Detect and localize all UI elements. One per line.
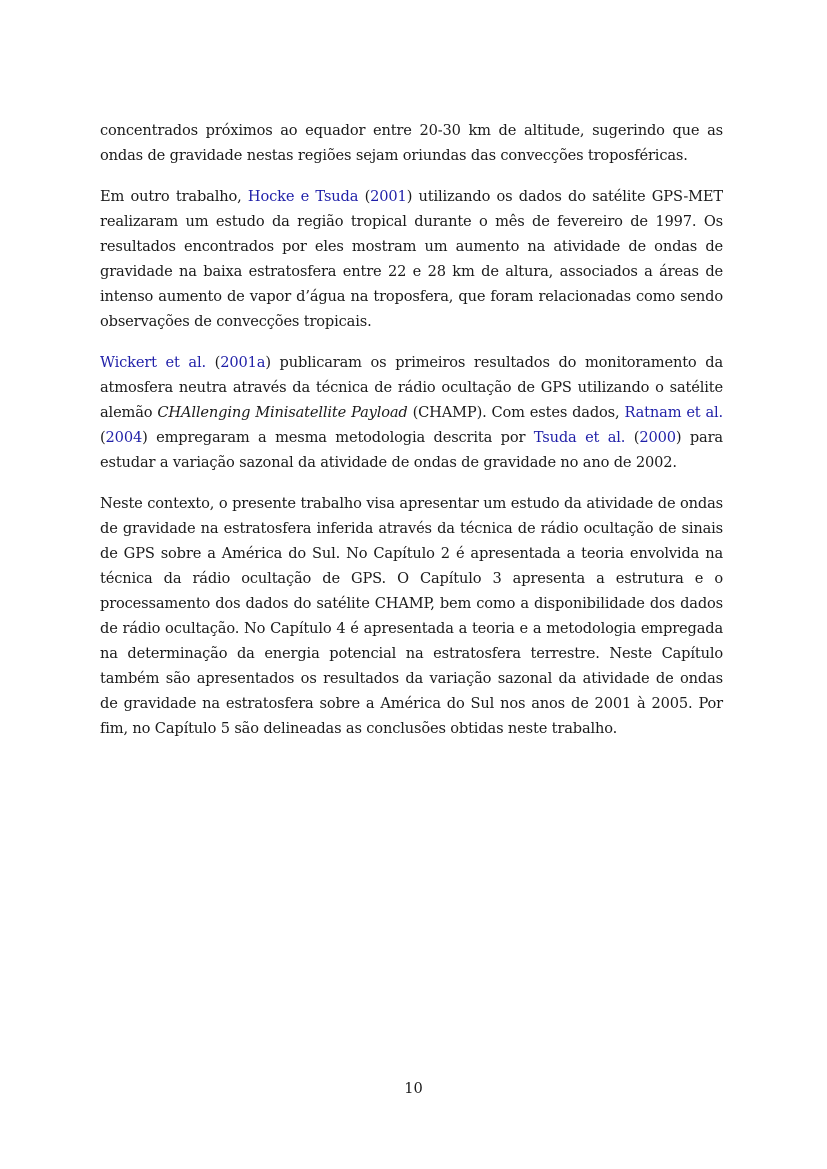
citation-link[interactable]: 2004 [105,429,143,446]
body-text [100,118,723,757]
paragraph-text: ( [625,429,640,446]
paragraph-text: (CHAMP). Com estes dados, [407,404,625,421]
paragraph-text: Neste contexto, o presente trabalho visa apresentar um estudo da atividade de ondas de gravidade na estratosfera inferida através da técnica de rádio ocultação de sinais de GPS sobre a América do Sul. No Capítulo 2 é apresentada a teoria envolvida na técnica da rádio ocultação de GPS. O Capítulo 3 apresenta a estrutura e o processamento dos dados do satélite CHAMP, bem como a disponibilidade dos dados de rádio ocultação. No Capítulo 4 é apresentada a teoria e a metodologia empregada na determinação da energia potencial na estratosfera terrestre. Neste Capítulo também são apresentados os resultados da variação sazonal da atividade de ondas de gravidade na estratosfera sobre a América do Sul nos anos de 2001 à 2005. Por fim, no Capítulo 5 são delineadas as conclusões obtidas neste trabalho. [100,495,723,737]
citation-link[interactable]: 2001a [220,354,266,371]
paragraph-2 [100,184,723,334]
paragraph-text: ( [100,429,106,446]
paragraph-text: concentrados próximos ao equador entre 20-30 km de altitude, sugerindo que as ondas de gravidade nestas regiões sejam oriundas das convecções troposféricas. [100,122,723,164]
page-number: 10 [404,1080,423,1097]
paragraph-3 [100,350,723,475]
paragraph-text: ) empregaram a mesma metodologia descrita por [142,429,534,446]
paragraph-text: ) utilizando os dados do satélite GPS-MET realizaram um estudo da região tropical durante o mês de fevereiro de 1997. Os resultados encontrados por eles mostram um aumento na atividade de ondas de gravidade na baixa estratosfera entre 22 e 28 km de altura, associados a áreas de intenso aumento de vapor d’água na troposfera, que foram relacionadas como sendo observações de convecções tropicais. [100,188,724,330]
citation-link[interactable]: Wickert et al. [100,354,206,371]
citation-link[interactable]: Hocke e Tsuda [247,188,359,205]
paragraph-text: ) para estudar a variação sazonal da atividade de ondas de gravidade no ano de 2002. [100,429,723,471]
italic-term: CHAllenging Minisatellite Payload [157,404,408,421]
citation-link[interactable]: Ratnam et al. [624,404,724,421]
paragraph-text: ( [358,188,371,205]
paragraph-1 [100,118,723,168]
paragraph-text: Em outro trabalho, [100,188,248,205]
citation-link[interactable]: 2000 [639,429,676,446]
paragraph-text: ( [206,354,221,371]
paragraph-text: ) publicaram os primeiros resultados do monitoramento da atmosfera neutra através da técnica de rádio ocultação de GPS utilizando o satélite alemão [100,354,724,421]
citation-link[interactable]: Tsuda et al. [533,429,626,446]
paragraph-4 [100,491,723,741]
citation-link[interactable]: 2001 [370,188,407,205]
